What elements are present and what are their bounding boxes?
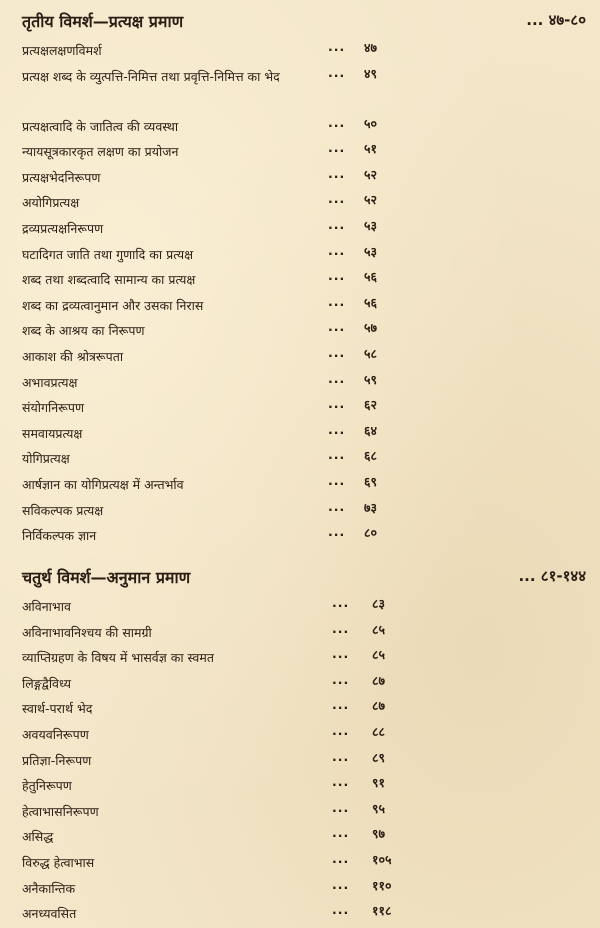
toc-entry xyxy=(0,874,600,900)
entry-leader: ... xyxy=(328,319,346,335)
entry-leader: ... xyxy=(328,216,346,232)
toc-entry xyxy=(0,419,600,445)
entry-leader: ... xyxy=(328,524,346,540)
entry-leader: ... xyxy=(328,344,346,360)
toc-entry xyxy=(0,291,600,317)
entry-title: लिङ्गद्वैविध्य xyxy=(22,675,71,691)
entry-title: आर्षज्ञान का योगिप्रत्यक्ष में अन्तर्भाव xyxy=(22,476,184,492)
toc-entry xyxy=(0,618,600,644)
entry-leader: ... xyxy=(328,165,346,181)
toc-entry xyxy=(0,822,600,848)
entry-page-number: ८० xyxy=(364,525,378,541)
entry-title: असिद्ध xyxy=(22,829,54,845)
section-header xyxy=(0,6,600,36)
entry-title: प्रत्यक्षलक्षणविमर्श xyxy=(22,43,102,58)
toc-section-4 xyxy=(0,562,600,925)
entry-page-number: ४९ xyxy=(364,65,378,81)
entry-page-number: ५६ xyxy=(364,294,378,310)
entry-leader: ... xyxy=(328,447,346,463)
entry-leader: ... xyxy=(328,114,346,130)
entry-leader: ... xyxy=(332,671,350,687)
entry-title: प्रत्यक्षत्वादि के जातित्व की व्यवस्था xyxy=(22,118,179,134)
entry-title: हेत्वाभासनिरूपण xyxy=(22,803,99,819)
entry-page-number: ५२ xyxy=(364,192,378,208)
section-title: चतुर्थ विमर्श—अनुमान प्रमाण xyxy=(22,568,191,587)
entry-title: योगिप्रत्यक्ष xyxy=(22,451,70,467)
entry-title: स्वार्थ-परार्थ भेद xyxy=(22,701,93,717)
entry-title: विरुद्ध हेत्वाभास xyxy=(22,854,95,870)
toc-entry xyxy=(0,214,600,240)
toc-entry xyxy=(0,444,600,470)
entry-leader: ... xyxy=(328,39,346,54)
entry-page-number: ७३ xyxy=(364,499,378,515)
toc-entry xyxy=(0,62,600,112)
entry-page-number: ११० xyxy=(372,877,392,893)
entry-title: शब्द के आश्रय का निरूपण xyxy=(22,323,145,339)
section-header xyxy=(0,562,600,592)
entry-title: न्यायसूत्रकारकृत लक्षण का प्रयोजन xyxy=(22,144,179,160)
toc-entry xyxy=(0,368,600,394)
entry-leader: ... xyxy=(332,876,350,892)
entry-page-number: ११८ xyxy=(372,903,392,919)
entry-leader: ... xyxy=(332,697,350,713)
section-page-range: ... ८१-१४४ xyxy=(518,567,586,585)
toc-entry xyxy=(0,694,600,720)
entry-page-number: ९५ xyxy=(372,800,386,816)
entry-page-number: ८८ xyxy=(372,723,386,739)
entry-page-number: ५३ xyxy=(364,243,378,259)
entry-title: अविनाभावनिश्चय की सामग्री xyxy=(22,624,152,640)
entry-page-number: ५६ xyxy=(364,269,378,285)
entry-leader: ... xyxy=(332,850,350,866)
entry-page-number: १०५ xyxy=(372,851,392,867)
toc-entry xyxy=(0,112,600,138)
section-title: तृतीय विमर्श—प्रत्यक्ष प्रमाण xyxy=(22,12,184,31)
entry-page-number: ५३ xyxy=(364,217,378,233)
toc-entry xyxy=(0,899,600,925)
toc-entry xyxy=(0,771,600,797)
toc-entry xyxy=(0,848,600,874)
entry-leader: ... xyxy=(328,64,346,80)
entry-title: घटादिगत जाति तथा गुणादि का प्रत्यक्ष xyxy=(22,246,194,262)
entry-title: अनैकान्तिक xyxy=(22,880,76,896)
toc-entry xyxy=(0,316,600,342)
entry-title: अवयवनिरूपण xyxy=(22,726,89,742)
toc-entry xyxy=(0,496,600,522)
entry-leader: ... xyxy=(332,595,350,610)
entry-leader: ... xyxy=(328,472,346,488)
toc-entry xyxy=(0,188,600,214)
entry-page-number: ५० xyxy=(364,115,378,131)
toc-entry xyxy=(0,746,600,772)
entry-title: द्रव्यप्रत्यक्षनिरूपण xyxy=(22,220,104,236)
toc-entry xyxy=(0,797,600,823)
entry-title: आकाश की श्रोत्ररूपता xyxy=(22,348,124,364)
entry-leader: ... xyxy=(332,620,350,636)
entry-page-number: ५७ xyxy=(364,320,378,336)
toc-entry xyxy=(0,643,600,669)
entry-title: अविनाभाव xyxy=(22,599,71,614)
entry-title: शब्द तथा शब्दत्वादि सामान्य का प्रत्यक्ष xyxy=(22,272,196,288)
entry-list xyxy=(0,592,600,925)
entry-leader: ... xyxy=(332,774,350,790)
toc-entry xyxy=(0,137,600,163)
entry-leader: ... xyxy=(328,140,346,156)
entry-leader: ... xyxy=(328,191,346,207)
entry-leader: ... xyxy=(328,421,346,437)
entry-leader: ... xyxy=(332,748,350,764)
entry-title: सविकल्पक प्रत्यक्ष xyxy=(22,502,104,518)
entry-leader: ... xyxy=(328,498,346,514)
entry-page-number: ८५ xyxy=(372,621,386,637)
entry-title: व्याप्तिग्रहण के विषय में भासर्वज्ञ का स्वमत xyxy=(22,650,214,666)
entry-leader: ... xyxy=(332,799,350,815)
entry-title: अयोगिप्रत्यक्ष xyxy=(22,195,80,211)
entry-leader: ... xyxy=(332,902,350,918)
entry-leader: ... xyxy=(328,242,346,258)
entry-page-number: ६२ xyxy=(364,397,378,413)
entry-title: अभावप्रत्यक्ष xyxy=(22,374,78,390)
entry-page-number: ५१ xyxy=(364,141,378,157)
toc-entry xyxy=(0,265,600,291)
entry-leader: ... xyxy=(328,370,346,386)
entry-page-number: ८९ xyxy=(372,749,386,765)
entry-page-number: ५९ xyxy=(364,371,378,387)
toc-entry xyxy=(0,521,600,547)
entry-title: अनध्यवसित xyxy=(22,906,77,922)
entry-page-number: ८३ xyxy=(372,596,386,611)
entry-page-number: ८७ xyxy=(372,698,386,714)
entry-title: हेतुनिरूपण xyxy=(22,778,72,794)
toc-section-3 xyxy=(0,6,600,547)
entry-leader: ... xyxy=(328,268,346,284)
entry-title: संयोगनिरूपण xyxy=(22,400,85,416)
entry-page-number: ५८ xyxy=(364,345,378,361)
entry-page-number: ५२ xyxy=(364,166,378,182)
entry-leader: ... xyxy=(332,646,350,662)
entry-title: प्रतिज्ञा-निरूपण xyxy=(22,752,92,768)
section-page-range: ... ४७-८० xyxy=(526,11,586,29)
toc-entry xyxy=(0,342,600,368)
entry-page-number: ९१ xyxy=(372,775,386,791)
toc-entry xyxy=(0,36,600,62)
entry-leader: ... xyxy=(332,825,350,841)
toc-entry xyxy=(0,470,600,496)
toc-entry xyxy=(0,163,600,189)
toc-entry xyxy=(0,720,600,746)
entry-page-number: ९७ xyxy=(372,826,386,842)
toc-entry xyxy=(0,592,600,618)
entry-title: प्रत्यक्ष शब्द के व्युत्पत्ति-निमित्त तथा प्रवृत्ति-निमित्त का भेद xyxy=(22,68,280,84)
entry-list xyxy=(0,36,600,547)
entry-leader: ... xyxy=(328,293,346,309)
entry-leader: ... xyxy=(328,396,346,412)
entry-page-number: ६९ xyxy=(364,473,378,489)
entry-page-number: ६४ xyxy=(364,422,378,438)
entry-title: प्रत्यक्षभेदनिरूपण xyxy=(22,169,101,185)
entry-page-number: ४७ xyxy=(364,40,378,55)
toc-entry xyxy=(0,240,600,266)
toc-entry xyxy=(0,393,600,419)
entry-title: समवायप्रत्यक्ष xyxy=(22,425,83,441)
entry-title: निर्विकल्पक ज्ञान xyxy=(22,528,97,544)
entry-page-number: ८५ xyxy=(372,647,386,663)
entry-leader: ... xyxy=(332,722,350,738)
entry-page-number: ६८ xyxy=(364,448,378,464)
entry-page-number: ८७ xyxy=(372,672,386,688)
entry-title: शब्द का द्रव्यत्वानुमान और उसका निरास xyxy=(22,297,204,313)
toc-entry xyxy=(0,669,600,695)
